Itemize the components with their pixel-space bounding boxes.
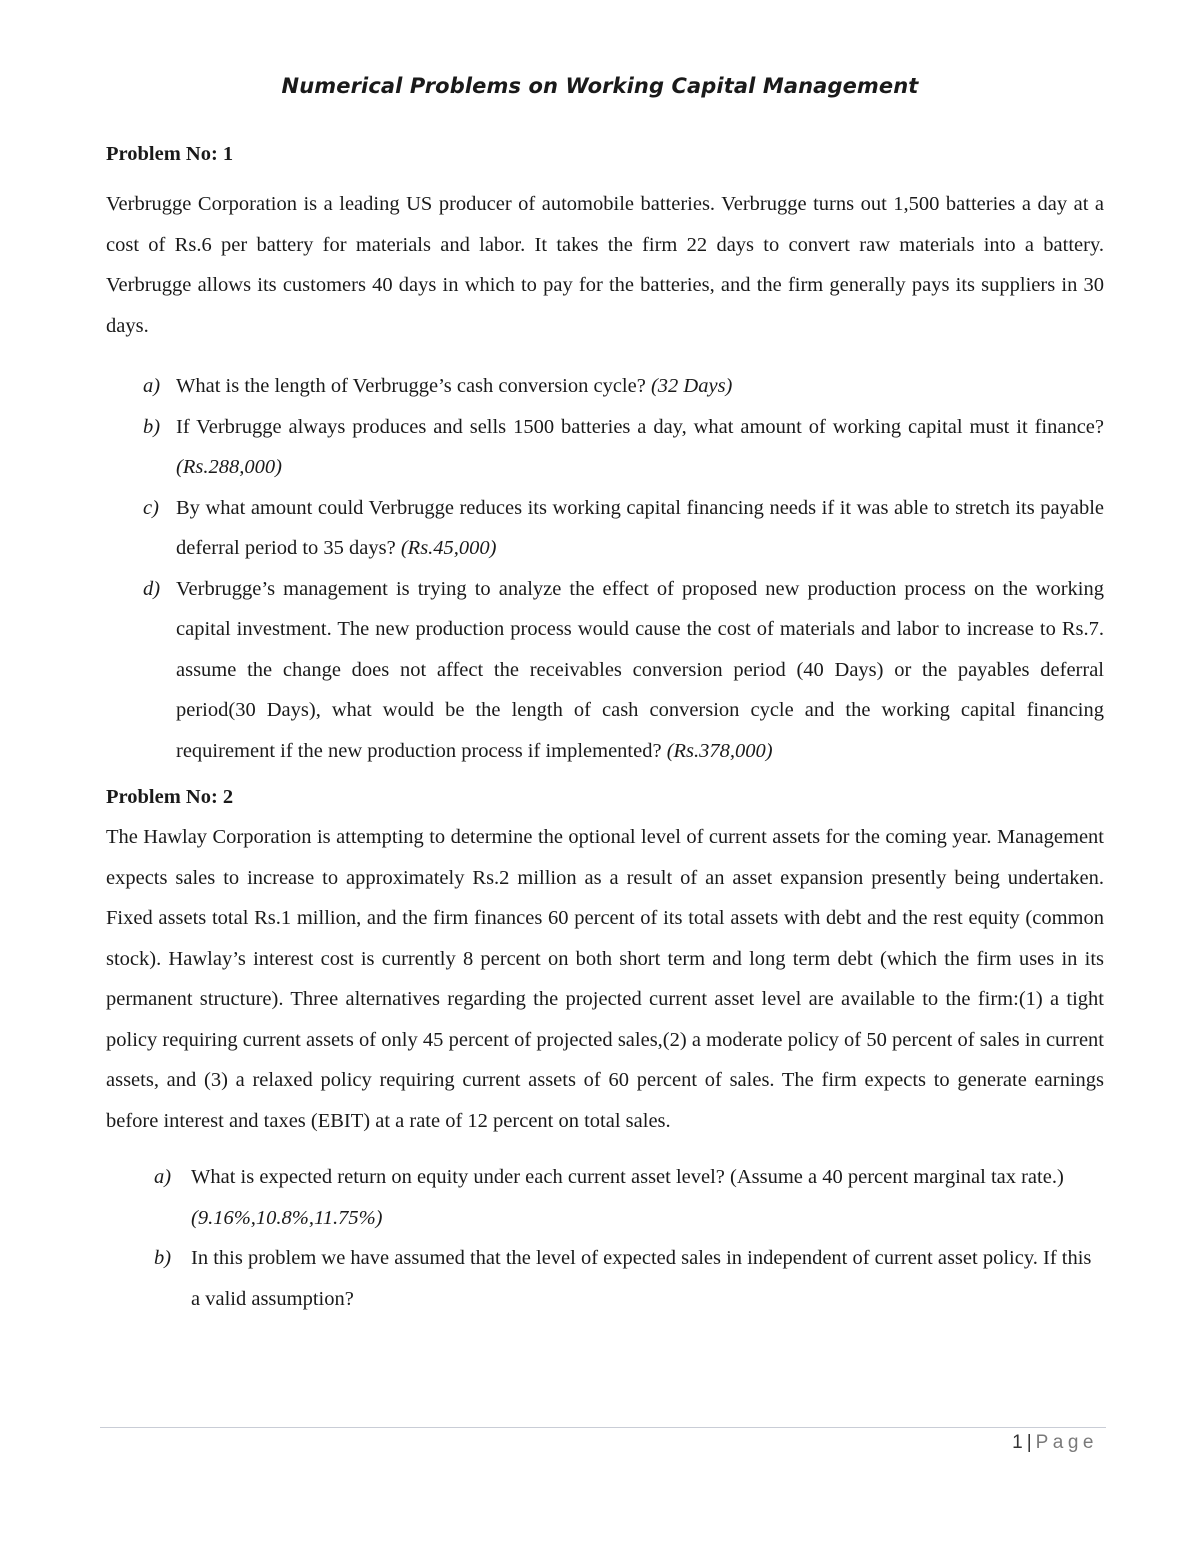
- problem-1-statement: Verbrugge Corporation is a leading US producer of automobile batteries. Verbrugge turns out 1,500 batteries a day at a cost of Rs.6 per battery for materials and labor. It takes the firm 22 days to convert raw materials into a battery. Verbrugge allows its customers 40 days in which to pay for the batteries, and the firm generally pays its suppliers in 30 days.: [106, 193, 1104, 337]
- page-number: 1: [1012, 1432, 1023, 1453]
- question-label: b): [143, 415, 161, 438]
- question-text: By what amount could Verbrugge reduces its working capital financing needs if it was able to stretch its payable deferral period to 35 days?: [176, 496, 1104, 559]
- question-item: [106, 366, 1104, 407]
- problem-2-statement: The Hawlay Corporation is attempting to determine the optional level of current assets for the coming year. Management expects sales to increase to approximately Rs.2 million as a result of an asset expansion presently being undertaken. Fixed assets total Rs.1 million, and the firm finances 60 percent of its total assets with debt and the rest equity (common stock). Hawlay’s interest cost is currently 8 percent on both short term and long term debt (which the firm uses in its permanent structure). Three alternatives regarding the projected current asset level are available to the firm:(1) a tight policy requiring current assets of only 45 percent of projected sales,(2) a moderate policy of 50 percent of sales in current assets, and (3) a relaxed policy requiring current assets of 60 percent of sales. The firm expects to generate earnings before interest and taxes (EBIT) at a rate of 12 percent on total sales.: [106, 826, 1104, 1132]
- page-label: Page: [1035, 1432, 1098, 1453]
- question-label: d): [143, 577, 161, 600]
- page-title: Numerical Problems on Working Capital Management: [281, 74, 919, 98]
- question-answer: (Rs.288,000): [176, 456, 282, 478]
- question-label: c): [143, 496, 159, 519]
- question-label: a): [154, 1166, 172, 1188]
- question-text: What is expected return on equity under each current asset level? (Assume a 40 percent marginal tax rate.): [191, 1166, 1064, 1188]
- question-item: [106, 1238, 1104, 1319]
- footer-separator: |: [1026, 1432, 1032, 1453]
- question-answer: (9.16%,10.8%,11.75%): [191, 1206, 383, 1229]
- problem-1-heading: Problem No: 1: [106, 143, 234, 165]
- question-answer: (Rs.45,000): [400, 537, 497, 559]
- question-answer: (Rs.378,000): [666, 739, 773, 762]
- problem-2-heading: Problem No: 2: [106, 786, 234, 808]
- question-text: In this problem we have assumed that the level of expected sales in independent of current asset policy. If this a valid assumption?: [191, 1247, 1092, 1310]
- problem-2-questions: [106, 1157, 1104, 1319]
- question-text: If Verbrugge always produces and sells 1500 batteries a day, what amount of working capital must it finance?: [176, 415, 1104, 438]
- question-label: b): [154, 1247, 172, 1269]
- question-item: [106, 488, 1104, 569]
- document-body: [106, 140, 1104, 1319]
- question-text: Verbrugge’s management is trying to analyze the effect of proposed new production process on the working capital investment. The new production process would cause the cost of materials and labor to increase to Rs.7. assume the change does not affect the receivables conversion period (40 Days) or the payables deferral period(30 Days), what would be the length of cash conversion cycle and the working capital financing requirement if the new production process if implemented?: [176, 577, 1104, 762]
- problem-1-section: [106, 140, 1104, 771]
- footer-divider: [100, 1427, 1106, 1428]
- question-item: [106, 407, 1104, 488]
- question-label: a): [143, 375, 161, 397]
- question-item: [106, 1157, 1104, 1238]
- question-item: [106, 569, 1104, 772]
- question-text: What is the length of Verbrugge’s cash conversion cycle?: [176, 375, 651, 397]
- problem-1-questions: [106, 366, 1104, 771]
- question-answer: (32 Days): [650, 375, 733, 397]
- page-footer: [1012, 1432, 1098, 1454]
- problem-2-section: [106, 783, 1104, 1319]
